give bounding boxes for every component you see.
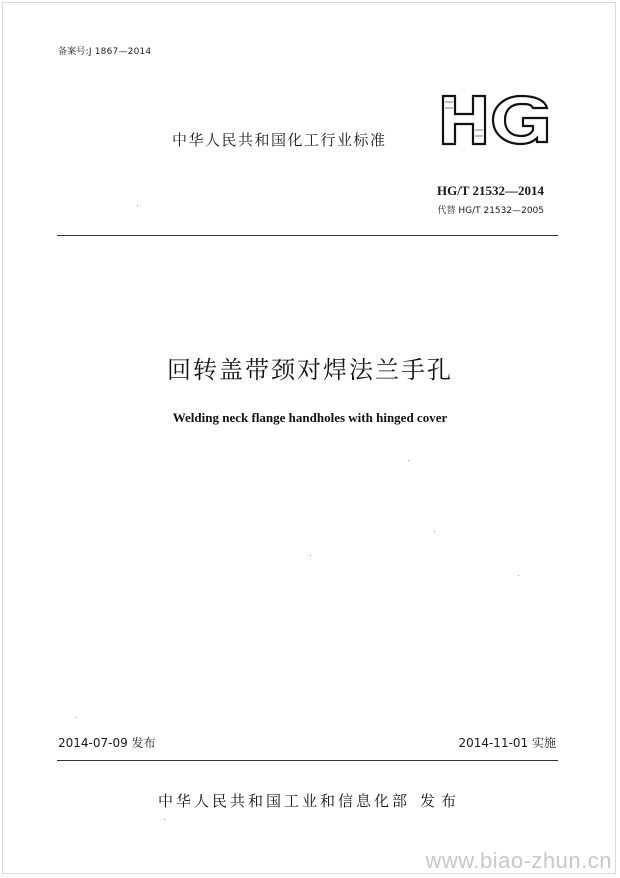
title-english: Welding neck flange handholes with hinged cover bbox=[172, 410, 448, 425]
scan-speck bbox=[310, 555, 311, 556]
standard-code: HG/T 21532—2014 bbox=[436, 183, 544, 198]
bottom-divider bbox=[57, 760, 558, 761]
top-divider bbox=[57, 235, 558, 236]
scan-speck bbox=[518, 575, 519, 576]
scan-speck bbox=[137, 205, 138, 206]
scan-speck bbox=[76, 717, 77, 718]
publisher bbox=[0, 790, 620, 811]
scan-speck bbox=[164, 819, 165, 820]
scan-speck bbox=[434, 531, 435, 532]
hg-logo bbox=[441, 94, 551, 146]
publisher-action: 发布 bbox=[420, 792, 463, 810]
industry-standard-label: 中华人民共和国化工行业标准 bbox=[172, 131, 387, 149]
watermark: www.biao-zhun.cn bbox=[425, 848, 612, 873]
replaces-standard: 代替 HG/T 21532—2005 bbox=[437, 206, 544, 216]
publisher-name: 中华人民共和国工业和信息化部 bbox=[157, 792, 410, 810]
filing-number: 备案号:J 1867—2014 bbox=[58, 47, 152, 57]
implement-date: 2014-11-01 实施 bbox=[458, 736, 556, 750]
title-chinese: 回转盖带颈对焊法兰手孔 bbox=[167, 356, 453, 384]
publish-date: 2014-07-09 发布 bbox=[58, 736, 156, 750]
scan-speck bbox=[408, 460, 409, 461]
